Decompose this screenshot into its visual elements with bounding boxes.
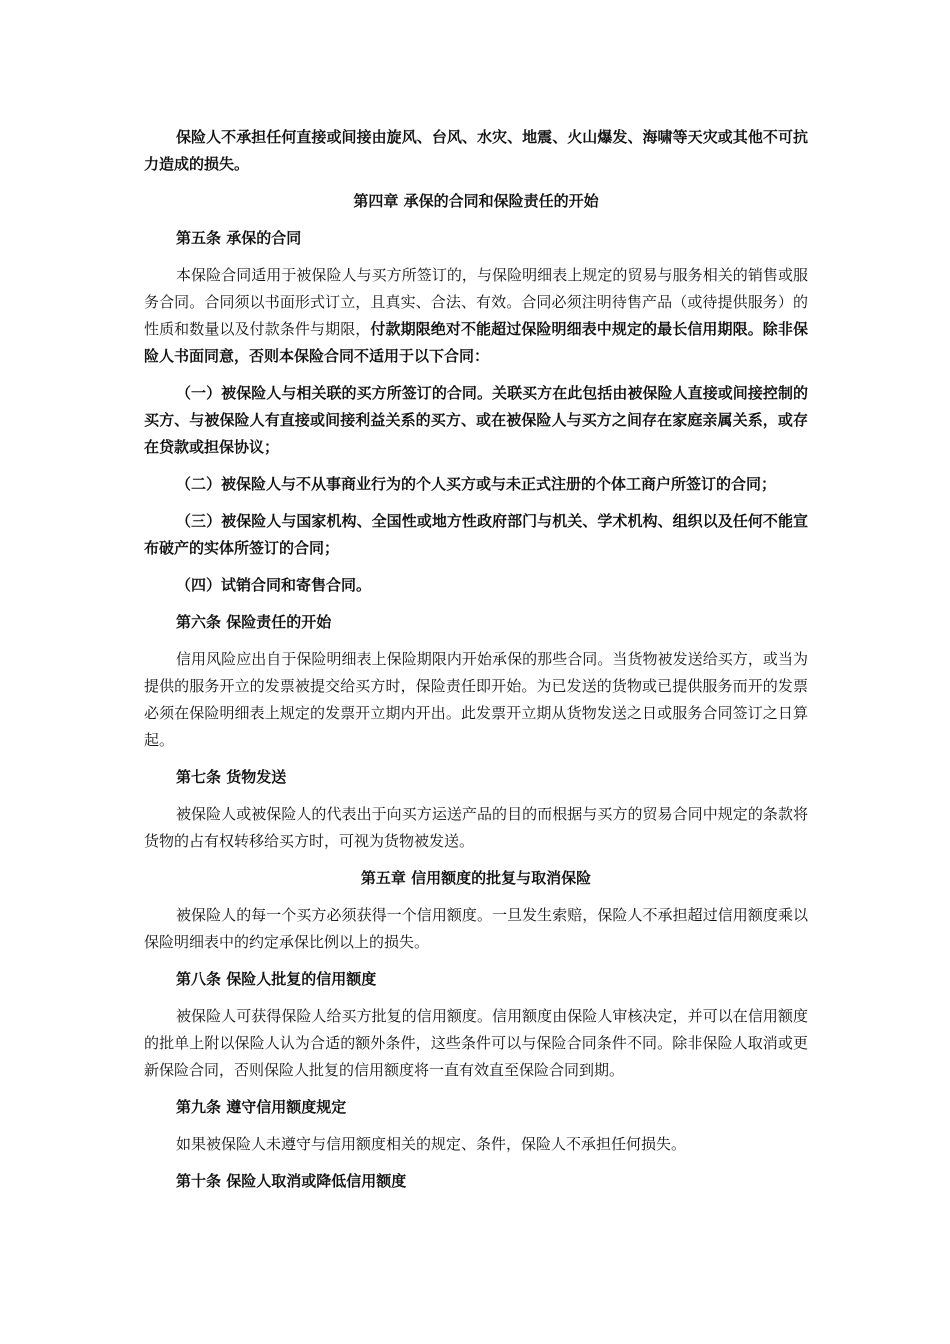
list-item-3: （三）被保险人与国家机构、全国性或地方性政府部门与机关、学术机构、组织以及任何不能宣布破产的实体所签订的合同；: [144, 512, 808, 557]
chapter-4-heading: 第四章 承保的合同和保险责任的开始: [353, 192, 599, 210]
paragraph-liability-start: 信用风险应出自于保险明细表上保险期限内开始承保的那些合同。当货物被发送给买方，或当为提供的服务开立的发票被提交给买方时，保险责任即开始。为已发送的货物或已提供服务而开的发票必须在保险明细表上规定的发票开立期内开出。此发票开立期从货物发送之日或服务合同签订之日算起。: [144, 650, 808, 749]
list-item-4: （四）试销合同和寄售合同。: [176, 576, 372, 594]
article-8-heading: 第八条 保险人批复的信用额度: [176, 970, 377, 988]
chapter-5-heading: 第五章 信用额度的批复与取消保险: [360, 869, 592, 887]
article-6-heading: 第六条 保险责任的开始: [176, 613, 332, 631]
paragraph-covered-contracts-normal: 本保险合同适用于被保险人与买方所签订的，与保险明细表上规定的贸易与服务相关的销售或服务合同。合同须以书面形式订立，且真实、合法、有效。合同必须注明待售产品（或待提供服务）的性质和数量以及付款条件与期限，: [144, 266, 808, 338]
article-7-heading: 第七条 货物发送: [176, 768, 287, 786]
paragraph-force-majeure: 保险人不承担任何直接或间接由旋风、台风、水灾、地震、火山爆发、海啸等天灾或其他不可抗力造成的损失。: [144, 128, 808, 173]
article-5-heading: 第五条 承保的合同: [176, 229, 302, 247]
list-item-2: （二）被保险人与不从事商业行为的个人买方或与未正式注册的个体工商户所签订的合同；: [176, 475, 777, 493]
document-page: [144, 124, 808, 1205]
paragraph-approved-limit: 被保险人可获得保险人给买方批复的信用额度。信用额度由保险人审核决定，并可以在信用额度的批单上附以保险人认为合适的额外条件，这些条件可以与保险合同条件不同。除非保险人取消或更新保险合同，否则保险人批复的信用额度将一直有效直至保险合同到期。: [144, 1007, 808, 1079]
paragraph-covered-contracts-bold: 付款期限绝对不能超过保险明细表中规定的最长信用期限。除非保险人书面同意，否则本保险合同不适用于以下合同：: [144, 320, 808, 365]
article-9-heading: 第九条 遵守信用额度规定: [176, 1098, 347, 1116]
article-10-heading: 第十条 保险人取消或降低信用额度: [176, 1172, 407, 1190]
paragraph-goods-dispatch: 被保险人或被保险人的代表出于向买方运送产品的目的而根据与买方的贸易合同中规定的条款将货物的占有权转移给买方时，可视为货物被发送。: [144, 805, 808, 850]
list-item-1: （一）被保险人与相关联的买方所签订的合同。关联买方在此包括由被保险人直接或间接控制的买方、与被保险人有直接或间接利益关系的买方、或在被保险人与买方之间存在家庭亲属关系，或存在贷款或担保协议；: [144, 384, 808, 456]
paragraph-compliance: 如果被保险人未遵守与信用额度相关的规定、条件，保险人不承担任何损失。: [176, 1135, 687, 1153]
paragraph-covered-contracts: [144, 262, 808, 370]
paragraph-credit-limit: 被保险人的每一个买方必须获得一个信用额度。一旦发生索赔，保险人不承担超过信用额度乘以保险明细表中的约定承保比例以上的损失。: [144, 906, 808, 951]
